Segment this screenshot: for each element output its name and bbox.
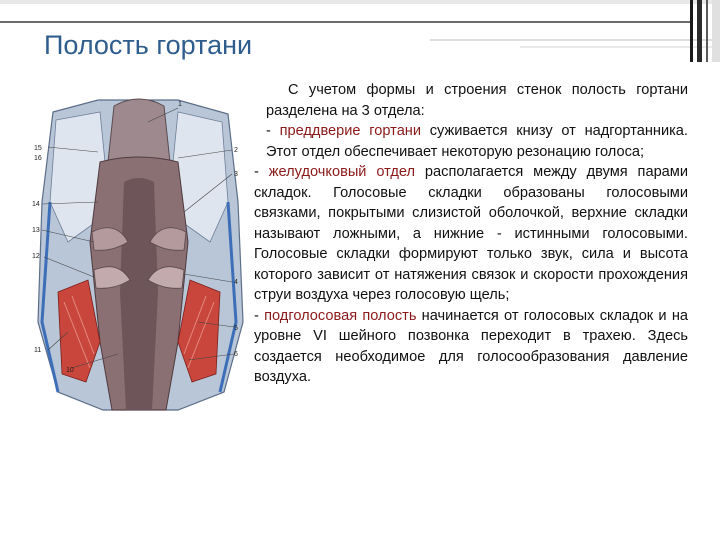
figure-label: 12 xyxy=(32,253,40,260)
figure-label: 15 xyxy=(34,145,42,152)
list-item xyxy=(254,162,688,306)
item-text: располагается между двумя парами складок. Голосовые складки образованы голосовыми связками, покрытыми слизистой оболочкой, верхние складки называют ложными, а нижние - истинными голосовыми. Голосовые складки формируют только звук, сила и высота которого зависит от натяжения связок и скорости прохождения струи воздуха через голосовую щель; xyxy=(254,164,688,303)
body-text xyxy=(254,80,688,388)
figure-label: 6 xyxy=(234,351,238,358)
item-dash: - xyxy=(266,123,280,139)
figure-label: 13 xyxy=(32,227,40,234)
figure-label: 11 xyxy=(34,347,42,354)
figure-label: 2 xyxy=(234,147,238,154)
intro-paragraph: С учетом формы и строения стенок полость гортани разделена на 3 отдела: xyxy=(266,82,688,119)
figure-label: 16 xyxy=(34,155,42,162)
item-text: начинается от голосовых складок и на уровне VI шейного позвонка переходит в трахею. Здесь создается необходимое для голосообразования давление воздуха. xyxy=(254,307,688,385)
figure-label: 4 xyxy=(234,279,238,286)
term-vestibule: преддверие гортани xyxy=(279,123,422,139)
term-subglottic: подголосовая полость xyxy=(264,307,417,324)
item-dash: - xyxy=(254,164,269,180)
figure-label: 1 xyxy=(178,101,182,108)
figure-label: 14 xyxy=(32,201,40,208)
larynx-illustration xyxy=(28,92,250,412)
slide-title: Полость гортани xyxy=(44,30,253,60)
list-item xyxy=(254,121,688,162)
figure-label: 5 xyxy=(234,325,238,332)
item-dash: - xyxy=(254,307,265,324)
figure-label: 3 xyxy=(234,171,238,178)
item-text: суживается книзу от надгортанника. Этот отдел обеспечивает некоторую резонацию голоса; xyxy=(266,123,688,160)
list-item xyxy=(254,306,688,388)
term-ventricular: желудочковый отдел xyxy=(268,164,416,180)
figure-label: 10 xyxy=(66,367,74,374)
